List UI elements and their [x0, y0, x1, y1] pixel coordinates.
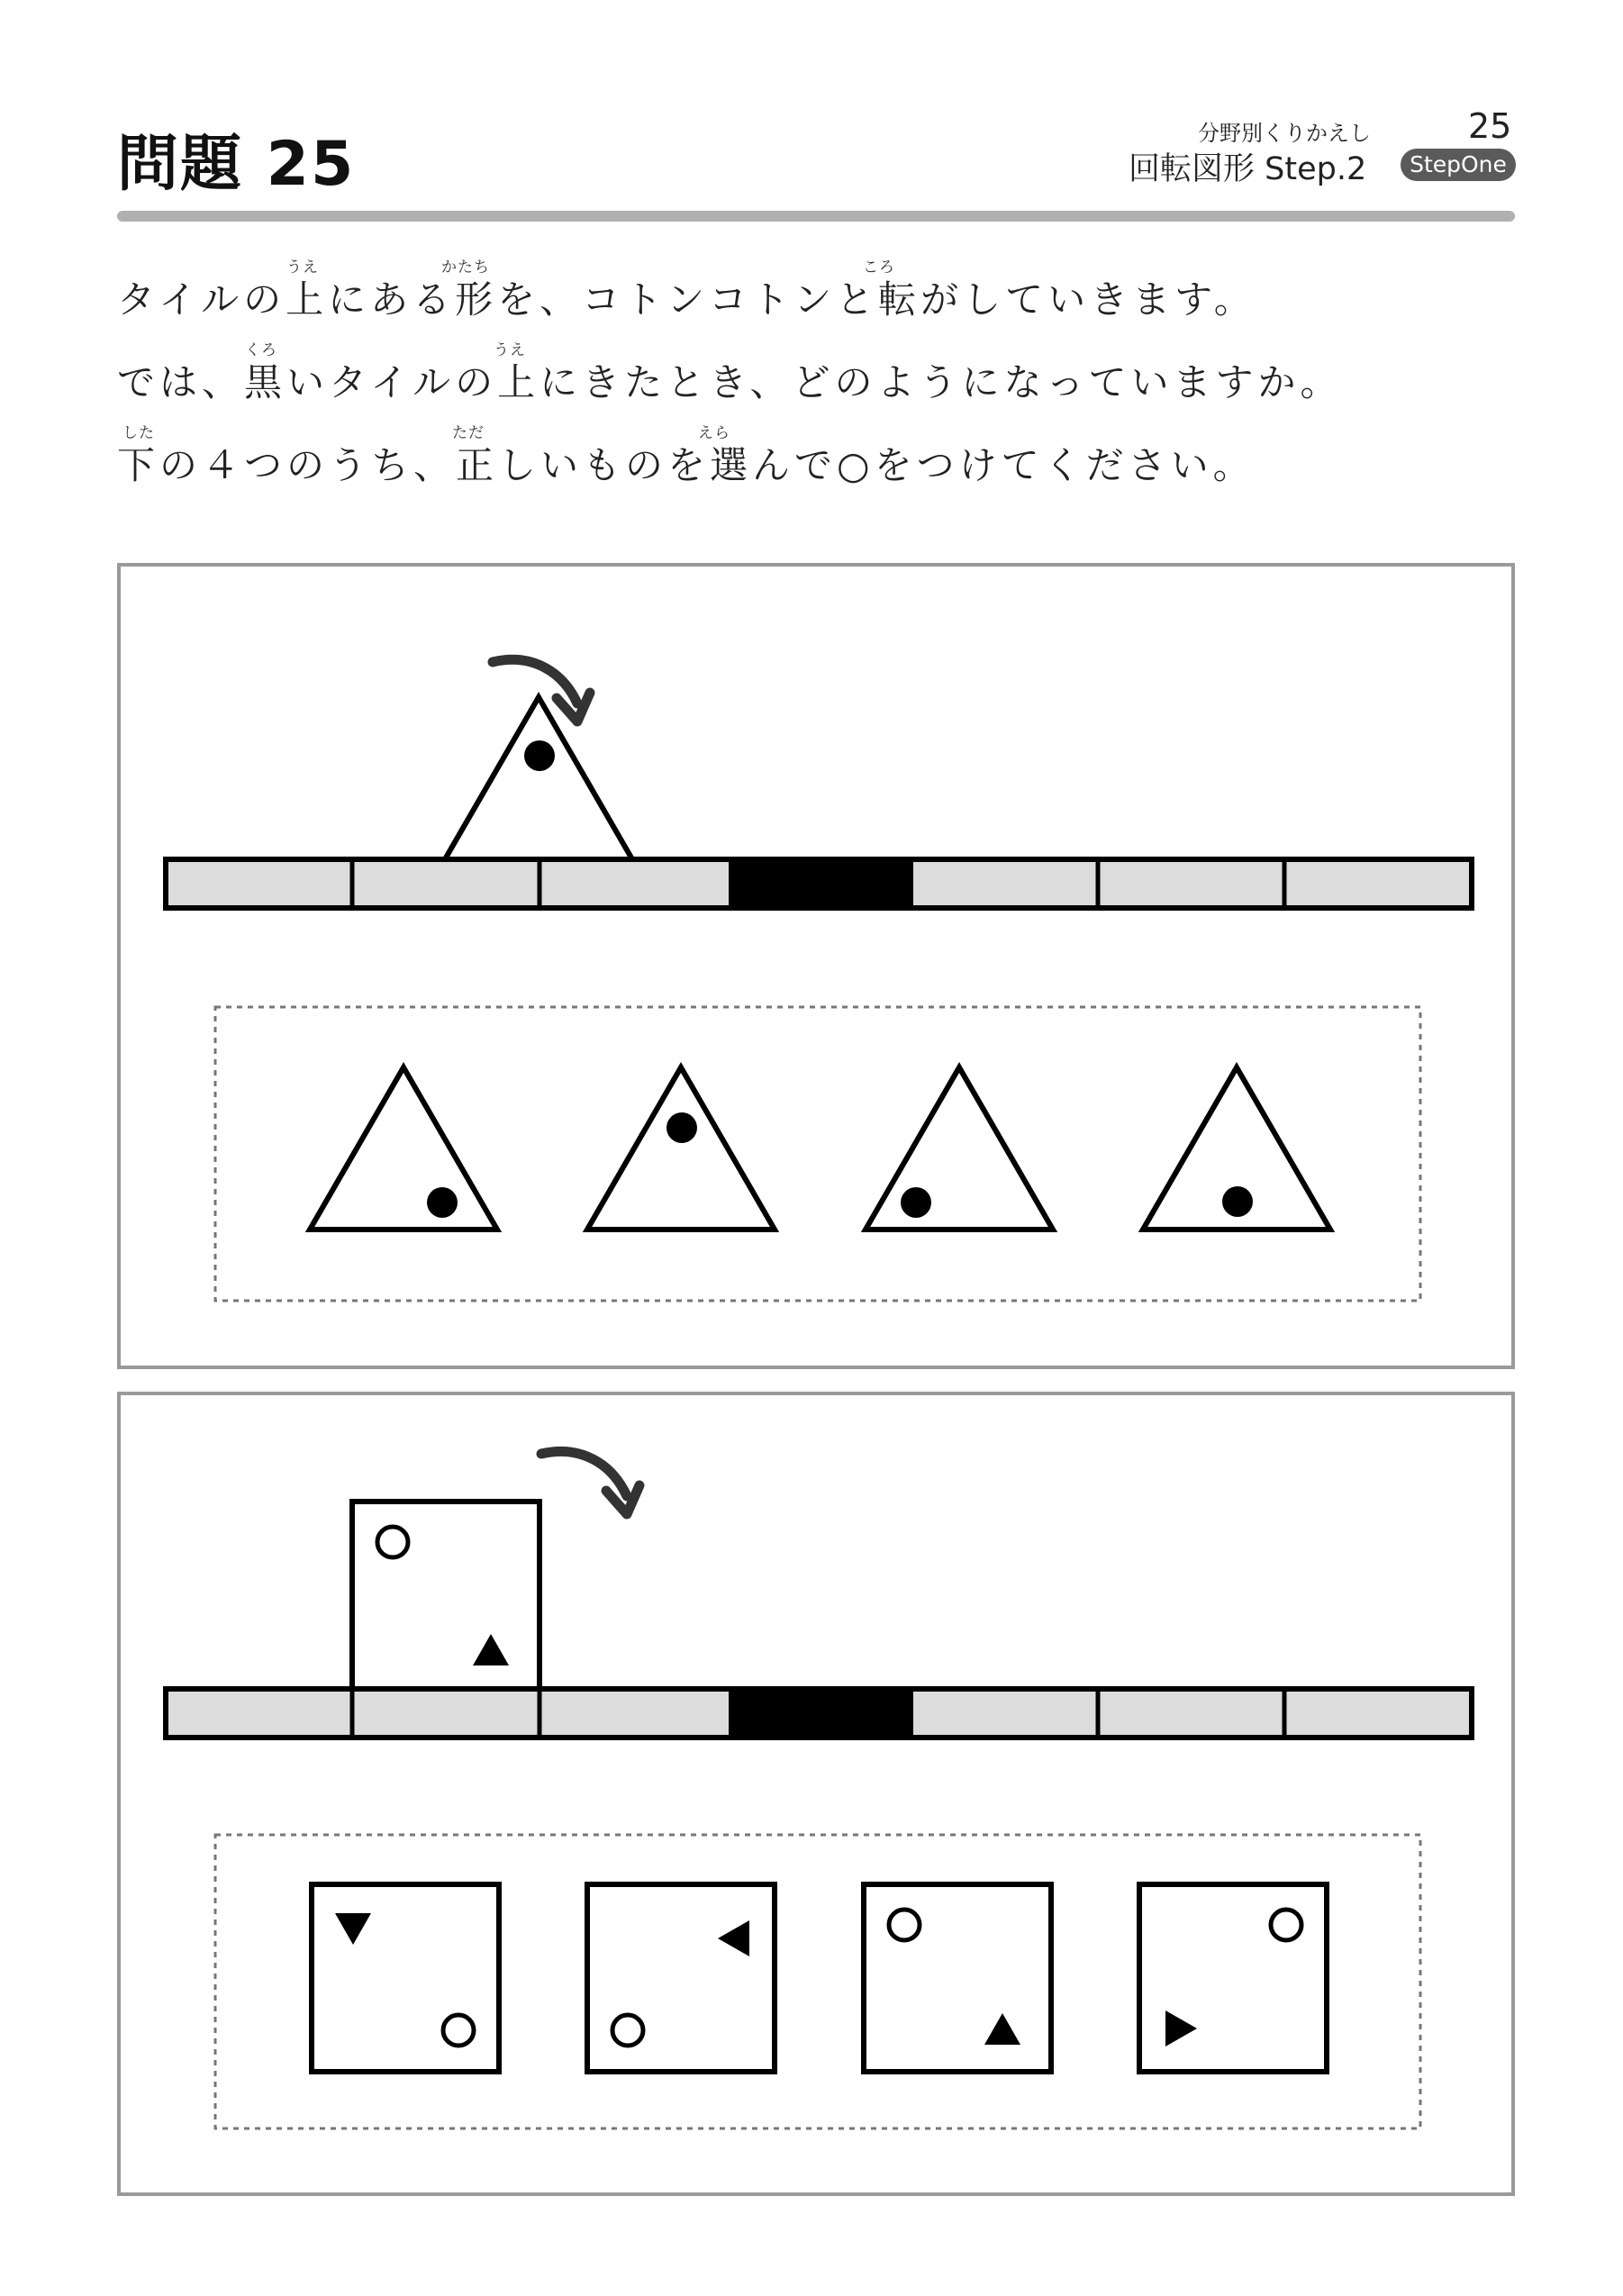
topic-label: 回転図形 Step.2 [1129, 151, 1367, 187]
choice-3-dot [901, 1187, 931, 1218]
problem-2-figure [121, 1395, 1519, 2200]
tile-strip [166, 1689, 1472, 1738]
problem-panel-2 [117, 1392, 1515, 2196]
ruby-kuro: くろ [245, 341, 277, 359]
choice-2-dot [666, 1112, 697, 1143]
start-triangle-shape [445, 697, 632, 859]
ruby-shita: した [122, 424, 155, 442]
choice-4[interactable] [1143, 1067, 1330, 1230]
problem-1-figure [121, 567, 1519, 1373]
ruby-koro: ころ [863, 259, 895, 277]
ruby-era: えら [698, 424, 730, 442]
ruby-ue: うえ [286, 259, 319, 277]
triangle-dot [524, 740, 555, 771]
rotate-arrow-icon [541, 1451, 639, 1514]
choice-4-dot [1222, 1186, 1253, 1217]
problem-panel-1 [117, 563, 1515, 1369]
ruby-ue-2: うえ [494, 341, 526, 359]
choice-1-dot [427, 1187, 458, 1218]
ruby-tada: ただ [452, 424, 485, 442]
page-title: 問題 25 [117, 129, 356, 200]
start-square-shape [352, 1502, 539, 1689]
choice-1[interactable] [310, 1067, 497, 1230]
choice-2[interactable] [587, 1067, 775, 1230]
series-label: 分野別くりかえし [1198, 121, 1371, 146]
choice-1[interactable] [312, 1884, 499, 2072]
instruction-line-2: では、黒いタイルの上にきたとき、どのようになっていますか。 [117, 360, 1343, 404]
black-tile [729, 859, 913, 908]
ruby-katachi: かたち [441, 259, 490, 277]
choice-3-circle [889, 1910, 920, 1940]
square-open-circle [377, 1527, 408, 1557]
choice-2[interactable] [587, 1884, 775, 2072]
choice-1-circle [443, 2015, 474, 2046]
choice-4[interactable] [1139, 1884, 1327, 2072]
instruction-line-3: 下の４つのうち、正しいものを選んで○をつけてください。 [117, 443, 1256, 487]
choice-3[interactable] [864, 1884, 1051, 2072]
header-rule [117, 211, 1515, 222]
choice-4-circle [1271, 1910, 1301, 1940]
choice-3[interactable] [866, 1067, 1053, 1230]
stepone-badge: StepOne [1401, 149, 1516, 181]
choice-2-circle [612, 2015, 643, 2046]
black-tile [729, 1689, 913, 1738]
instruction-line-1: タイルの上にある形を、コトンコトンと転がしていきます。 [117, 277, 1256, 322]
tile-strip [166, 859, 1472, 908]
page-number: 25 [1468, 106, 1512, 146]
